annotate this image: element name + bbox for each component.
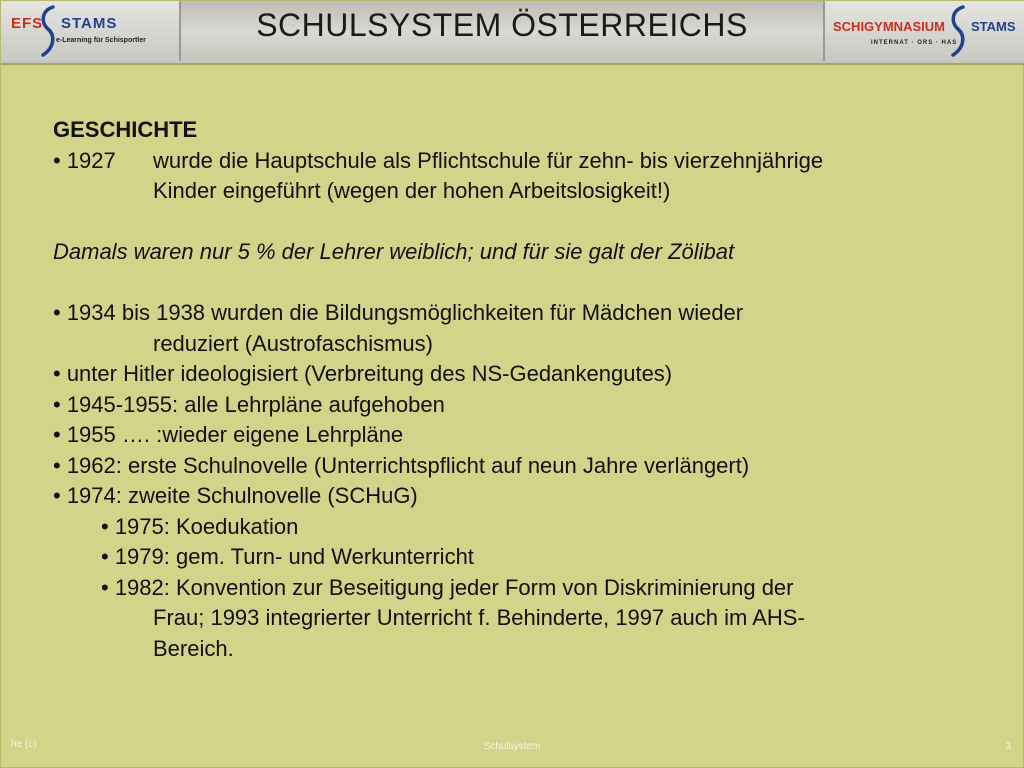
s-swoosh-icon [37,3,59,59]
list-item-continuation: Kinder eingeführt (wegen der hohen Arbeitslosigkeit!) [153,178,671,203]
list-item-text: wurde die Hauptschule als Pflichtschule für zehn- bis vierzehnjährige [153,147,824,173]
spacer [53,207,993,238]
slide-footer [1,737,1023,757]
list-item: • 1945-1955: alle Lehrpläne aufgehoben [53,391,445,417]
logo-left-subtitle: e-Learning für Schisportler [56,37,146,44]
sub-list-item: • 1982: Konvention zur Beseitigung jeder Form von Diskriminierung der [101,574,794,600]
list-item [53,146,993,177]
page-number: 3 [1005,741,1011,752]
logo-right-part2: STAMS [971,19,1016,34]
list-item: • 1974: zweite Schulnovelle (SCHuG) [53,483,418,508]
slide-title: SCHULSYSTEM ÖSTERREICHS [256,7,748,43]
list-item: • 1962: erste Schulnovelle (Unterrichtspflicht auf neun Jahre verlängert) [53,452,750,478]
logo-right-subtitle: INTERNAT · ORS · HAS [871,40,958,46]
section-heading: GESCHICHTE [53,117,198,142]
list-item-bullet: • 1927 [53,147,116,173]
note-text: Damals waren nur 5 % der Lehrer weiblich; und für sie galt der Zölibat [53,239,735,264]
header-band [1,1,1024,65]
slide-body [53,115,993,664]
schigymnasium-stams-logo [823,1,1024,61]
sub-list-item: • 1975: Koedukation [101,513,299,539]
s-swoosh-icon [947,3,969,59]
logo-left-part2: STAMS [61,15,118,32]
list-item: • unter Hitler ideologisiert (Verbreitung des NS-Gedankengutes) [53,361,673,386]
footer-copyright: he (c) [11,739,37,750]
sub-list-item-continuation: Frau; 1993 integrierter Unterricht f. Behinderte, 1997 auch im AHS- [153,605,805,630]
list-item-continuation: reduziert (Austrofaschismus) [153,330,433,356]
logo-left-part1: EFS [11,15,44,32]
sub-list-item-continuation: Bereich. [153,635,234,661]
list-item: • 1934 bis 1938 wurden die Bildungsmöglichkeiten für Mädchen wieder [53,300,744,325]
footer-title: Schulsystem [483,741,541,752]
efs-stams-logo [1,1,181,61]
list-item: • 1955 …. :wieder eigene Lehrpläne [53,422,404,447]
logo-right-part1: SCHIGYMNASIUM [833,19,945,34]
spacer [53,268,993,299]
sub-list-item: • 1979: gem. Turn- und Werkunterricht [101,544,474,569]
